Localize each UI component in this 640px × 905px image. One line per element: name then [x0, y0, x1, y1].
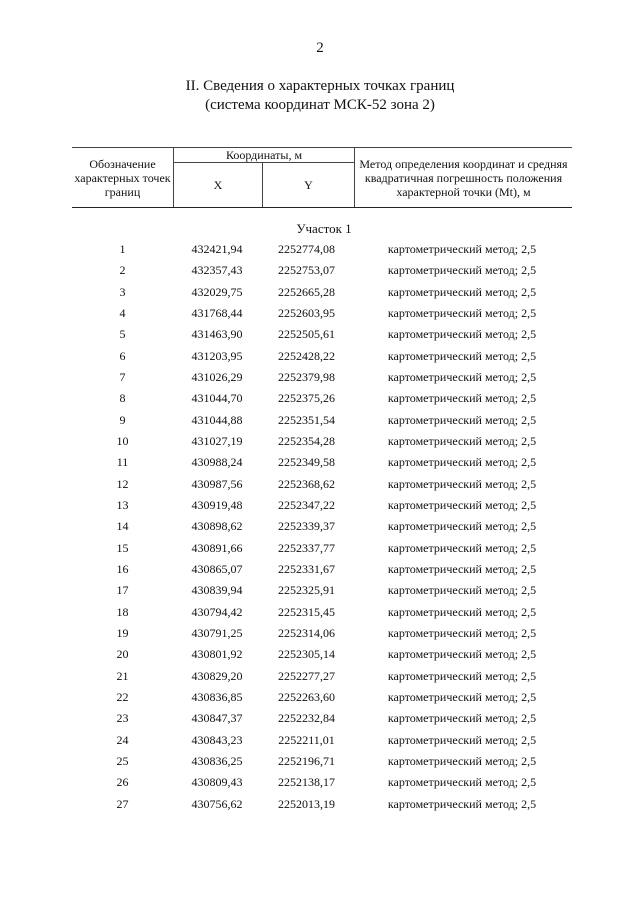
- table-row: [72, 452, 572, 473]
- method-cell: картометрический метод; 2,5: [387, 796, 537, 811]
- x-coordinate-cell: 430836,25: [191, 754, 243, 769]
- table-row: [72, 751, 572, 772]
- x-coordinate-cell: 431027,19: [191, 434, 243, 449]
- x-coordinate-cell: 432357,43: [191, 263, 243, 278]
- table-row: [72, 516, 572, 537]
- y-coordinate-cell: 2252774,08: [278, 242, 335, 257]
- point-number-cell: 10: [116, 434, 129, 449]
- method-cell: картометрический метод; 2,5: [387, 306, 537, 321]
- x-coordinate-cell: 430865,07: [191, 562, 243, 577]
- method-cell: картометрический метод; 2,5: [387, 348, 537, 363]
- point-number-cell: 25: [116, 754, 129, 769]
- table-row: [72, 623, 572, 644]
- section-title: [0, 221, 640, 237]
- method-cell: картометрический метод; 2,5: [387, 455, 537, 470]
- x-coordinate-cell: 430791,25: [191, 626, 243, 641]
- x-coordinate-cell: 430847,37: [191, 711, 243, 726]
- y-coordinate-cell: 2252331,67: [278, 562, 335, 577]
- point-number-cell: 19: [116, 626, 129, 641]
- y-coordinate-cell: 2252314,06: [278, 626, 335, 641]
- method-cell: картометрический метод; 2,5: [387, 327, 537, 342]
- method-cell: картометрический метод; 2,5: [387, 754, 537, 769]
- y-coordinate-cell: 2252305,14: [278, 647, 335, 662]
- table-row: [72, 282, 572, 303]
- table-row: [72, 324, 572, 345]
- point-number-cell: 14: [116, 519, 129, 534]
- y-coordinate-cell: 2252428,22: [278, 348, 335, 363]
- method-cell: картометрический метод; 2,5: [387, 263, 537, 278]
- y-coordinate-cell: 2252351,54: [278, 412, 335, 427]
- table-row: [72, 602, 572, 623]
- y-coordinate-cell: 2252665,28: [278, 284, 335, 299]
- method-cell: картометрический метод; 2,5: [387, 604, 537, 619]
- table-row: [72, 538, 572, 559]
- y-coordinate-cell: 2252138,17: [278, 775, 335, 790]
- x-coordinate-cell: 430756,62: [191, 796, 243, 811]
- y-coordinate-cell: 2252196,71: [278, 754, 335, 769]
- x-coordinate-cell: 430891,66: [191, 540, 243, 555]
- point-number-cell: 3: [119, 284, 126, 299]
- table-row: [72, 794, 572, 815]
- table-row: [72, 410, 572, 431]
- x-coordinate-cell: 432421,94: [191, 242, 243, 257]
- table-row: [72, 580, 572, 601]
- x-coordinate-cell: 430829,20: [191, 668, 243, 683]
- x-coordinate-cell: 430809,43: [191, 775, 243, 790]
- point-number-cell: 8: [119, 391, 126, 406]
- method-cell: картометрический метод; 2,5: [387, 284, 537, 299]
- point-number-cell: 22: [116, 690, 129, 705]
- point-number-cell: 26: [116, 775, 129, 790]
- point-number-cell: 7: [119, 370, 126, 385]
- header-y: Y: [263, 163, 355, 208]
- x-coordinate-cell: 431463,90: [191, 327, 243, 342]
- point-number-cell: 24: [116, 732, 129, 747]
- method-cell: картометрический метод; 2,5: [387, 668, 537, 683]
- table-row: [72, 431, 572, 452]
- table-row: [72, 495, 572, 516]
- x-coordinate-cell: 430839,94: [191, 583, 243, 598]
- table-row: [72, 730, 572, 751]
- table-row: [72, 367, 572, 388]
- header-designation: Обозначение характерных точек границ: [72, 148, 174, 208]
- table-row: [72, 346, 572, 367]
- method-cell: картометрический метод; 2,5: [387, 391, 537, 406]
- x-coordinate-cell: 430794,42: [191, 604, 243, 619]
- point-number-cell: 18: [116, 604, 129, 619]
- x-coordinate-cell: 431044,88: [191, 412, 243, 427]
- method-cell: картометрический метод; 2,5: [387, 434, 537, 449]
- x-coordinate-cell: 431026,29: [191, 370, 243, 385]
- point-number-cell: 11: [116, 455, 129, 470]
- method-cell: картометрический метод; 2,5: [387, 583, 537, 598]
- table-row: [72, 260, 572, 281]
- y-coordinate-cell: 2252013,19: [278, 796, 335, 811]
- method-cell: картометрический метод; 2,5: [387, 690, 537, 705]
- method-cell: картометрический метод; 2,5: [387, 562, 537, 577]
- title-line-2: (система координат МСК-52 зона 2): [205, 97, 435, 113]
- x-coordinate-cell: 430843,23: [191, 732, 243, 747]
- y-coordinate-cell: 2252753,07: [278, 263, 335, 278]
- method-cell: картометрический метод; 2,5: [387, 711, 537, 726]
- point-number-cell: 5: [119, 327, 126, 342]
- point-number-cell: 2: [119, 263, 126, 278]
- method-cell: картометрический метод; 2,5: [387, 519, 537, 534]
- point-number-cell: 1: [119, 242, 126, 257]
- method-cell: картометрический метод; 2,5: [387, 476, 537, 491]
- x-coordinate-cell: 430988,24: [191, 455, 243, 470]
- x-coordinate-cell: 431044,70: [191, 391, 243, 406]
- y-coordinate-cell: 2252379,98: [278, 370, 335, 385]
- y-coordinate-cell: 2252211,01: [278, 732, 335, 747]
- point-number-cell: 17: [116, 583, 129, 598]
- x-coordinate-cell: 431203,95: [191, 348, 243, 363]
- point-number-cell: 6: [119, 348, 126, 363]
- header-method: Метод определения координат и средняя квадратичная погрешность положения характерной точки (Mt), м: [355, 148, 573, 208]
- table-row: [72, 474, 572, 495]
- x-coordinate-cell: 430919,48: [191, 498, 243, 513]
- coordinates-table: [72, 239, 572, 815]
- y-coordinate-cell: 2252505,61: [278, 327, 335, 342]
- y-coordinate-cell: 2252347,22: [278, 498, 335, 513]
- x-coordinate-cell: 430987,56: [191, 476, 243, 491]
- method-cell: картометрический метод; 2,5: [387, 412, 537, 427]
- point-number-cell: 20: [116, 647, 129, 662]
- method-cell: картометрический метод; 2,5: [387, 498, 537, 513]
- document-title: [0, 77, 640, 115]
- method-cell: картометрический метод; 2,5: [387, 732, 537, 747]
- point-number-cell: 21: [116, 668, 129, 683]
- y-coordinate-cell: 2252232,84: [278, 711, 335, 726]
- method-cell: картометрический метод; 2,5: [387, 775, 537, 790]
- table-row: [72, 708, 572, 729]
- y-coordinate-cell: 2252315,45: [278, 604, 335, 619]
- table-header: [72, 147, 572, 208]
- table-row: [72, 644, 572, 665]
- point-number-cell: 13: [116, 498, 129, 513]
- page-number: 2: [316, 40, 324, 56]
- point-number-cell: 15: [116, 540, 129, 555]
- table-row: [72, 772, 572, 793]
- point-number-cell: 9: [119, 412, 126, 427]
- point-number-cell: 23: [116, 711, 129, 726]
- table-row: [72, 687, 572, 708]
- y-coordinate-cell: 2252354,28: [278, 434, 335, 449]
- table-row: [72, 388, 572, 409]
- y-coordinate-cell: 2252603,95: [278, 306, 335, 321]
- table-row: [72, 303, 572, 324]
- header-x: X: [174, 163, 263, 208]
- table-row: [72, 559, 572, 580]
- header-coordinates: Координаты, м: [174, 148, 355, 163]
- x-coordinate-cell: 432029,75: [191, 284, 243, 299]
- y-coordinate-cell: 2252277,27: [278, 668, 335, 683]
- y-coordinate-cell: 2252325,91: [278, 583, 335, 598]
- y-coordinate-cell: 2252375,26: [278, 391, 335, 406]
- section-label: Участок 1: [296, 221, 352, 236]
- table-row: [72, 666, 572, 687]
- y-coordinate-cell: 2252337,77: [278, 540, 335, 555]
- x-coordinate-cell: 430801,92: [191, 647, 243, 662]
- method-cell: картометрический метод; 2,5: [387, 540, 537, 555]
- method-cell: картометрический метод; 2,5: [387, 242, 537, 257]
- table-row: [72, 239, 572, 260]
- y-coordinate-cell: 2252349,58: [278, 455, 335, 470]
- point-number-cell: 27: [116, 796, 129, 811]
- point-number-cell: 12: [116, 476, 129, 491]
- method-cell: картометрический метод; 2,5: [387, 370, 537, 385]
- y-coordinate-cell: 2252339,37: [278, 519, 335, 534]
- y-coordinate-cell: 2252263,60: [278, 690, 335, 705]
- x-coordinate-cell: 431768,44: [191, 306, 243, 321]
- method-cell: картометрический метод; 2,5: [387, 626, 537, 641]
- method-cell: картометрический метод; 2,5: [387, 647, 537, 662]
- point-number-cell: 4: [119, 306, 126, 321]
- point-number-cell: 16: [116, 562, 129, 577]
- x-coordinate-cell: 430836,85: [191, 690, 243, 705]
- title-line-1: II. Сведения о характерных точках границ: [185, 78, 455, 94]
- y-coordinate-cell: 2252368,62: [278, 476, 335, 491]
- x-coordinate-cell: 430898,62: [191, 519, 243, 534]
